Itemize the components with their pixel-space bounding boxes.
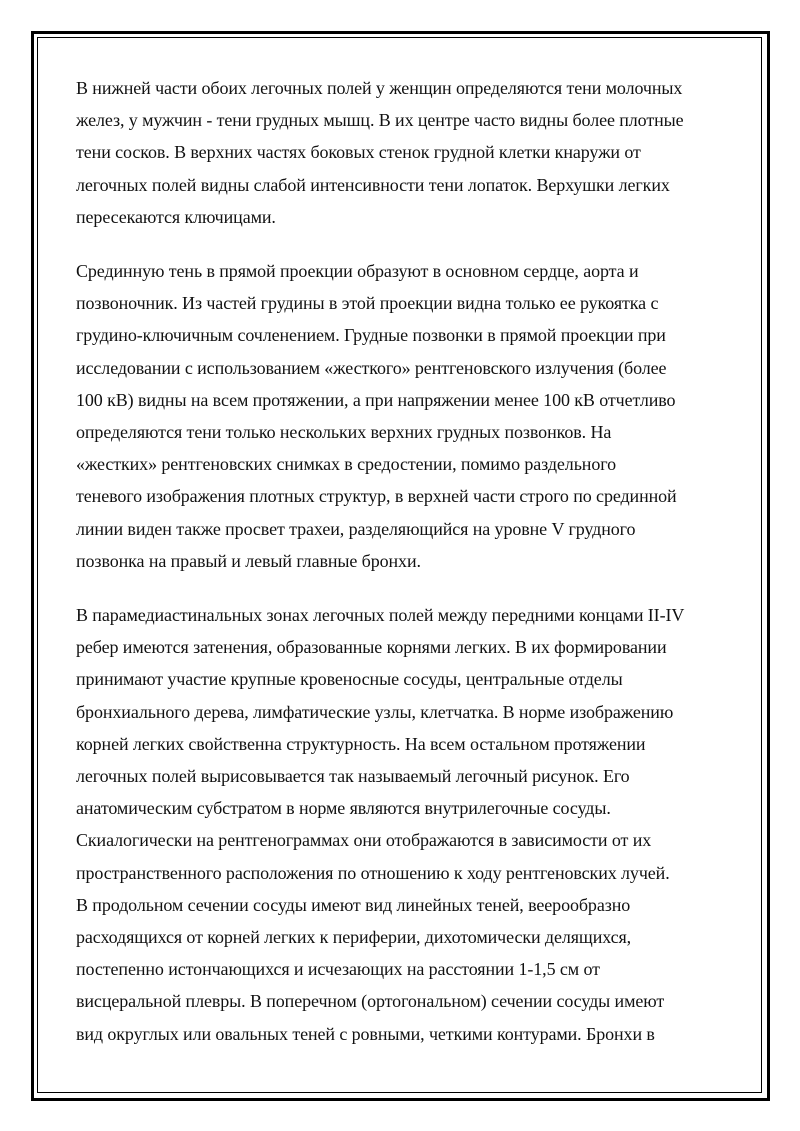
text-line: бронхиального дерева, лимфатические узлы, клетчатка. В норме изображению (76, 701, 674, 722)
text-line: тени сосков. В верхних частях боковых стенок грудной клетки кнаружи от (76, 142, 641, 163)
text-line: Скиалогически на рентгенограммах они отображаются в зависимости от их (76, 830, 652, 851)
text-line: расходящихся от корней легких к периферии, дихотомически делящихся, (76, 927, 632, 948)
text-line: корней легких свойственна структурность. На всем остальном протяжении (76, 733, 646, 754)
text-line: легочных полей видны слабой интенсивности тени лопаток. Верхушки легких (76, 174, 670, 195)
paragraph-1 (76, 72, 726, 233)
text-line: висцеральной плевры. В поперечном (ортогональном) сечении сосуды имеют (76, 991, 665, 1012)
text-line: «жестких» рентгеновских снимках в средостении, помимо раздельного (76, 454, 616, 475)
document-body (76, 72, 726, 1072)
text-line: принимают участие крупные кровеносные сосуды, центральные отделы (76, 669, 623, 690)
text-line: пространственного расположения по отношению к ходу рентгеновских лучей. (76, 862, 670, 883)
text-line: ребер имеются затенения, образованные корнями легких. В их формировании (76, 637, 667, 658)
text-line: Срединную тень в прямой проекции образуют в основном сердце, аорта и (76, 261, 639, 282)
text-line: позвонка на правый и левый главные бронхи. (76, 550, 421, 571)
text-line: В продольном сечении сосуды имеют вид линейных теней, веерообразно (76, 894, 631, 915)
text-line: теневого изображения плотных структур, в верхней части строго по срединной (76, 486, 677, 507)
text-line: анатомическим субстратом в норме являются внутрилегочные сосуды. (76, 798, 611, 819)
text-line: линии виден также просвет трахеи, разделяющийся на уровне V грудного (76, 518, 636, 539)
text-line: В нижней части обоих легочных полей у женщин определяются тени молочных (76, 78, 683, 98)
text-line: 100 кВ) видны на всем протяжении, а при напряжении менее 100 кВ отчетливо (76, 389, 676, 410)
paragraph-3 (76, 599, 726, 1050)
text-line: исследовании с использованием «жесткого» рентгеновского излучения (более (76, 357, 667, 378)
text-line: вид округлых или овальных теней с ровными, четкими контурами. Бронхи в (76, 1023, 655, 1044)
text-line: определяются тени только нескольких верхних грудных позвонков. На (76, 422, 612, 443)
text-line: пересекаются ключицами. (76, 206, 276, 227)
text-line: грудино-ключичным сочленением. Грудные позвонки в прямой проекции при (76, 325, 666, 346)
text-line: желез, у мужчин - тени грудных мышц. В их центре часто видны более плотные (76, 110, 684, 131)
paragraph-2 (76, 255, 726, 577)
text-line: легочных полей вырисовывается так называемый легочный рисунок. Его (76, 766, 630, 787)
text-line: постепенно истончающихся и исчезающих на расстоянии 1-1,5 см от (76, 959, 600, 980)
text-line: В парамедиастинальных зонах легочных полей между передними концами II-IV (76, 605, 685, 626)
text-line: позвоночник. Из частей грудины в этой проекции видна только ее рукоятка с (76, 293, 659, 314)
